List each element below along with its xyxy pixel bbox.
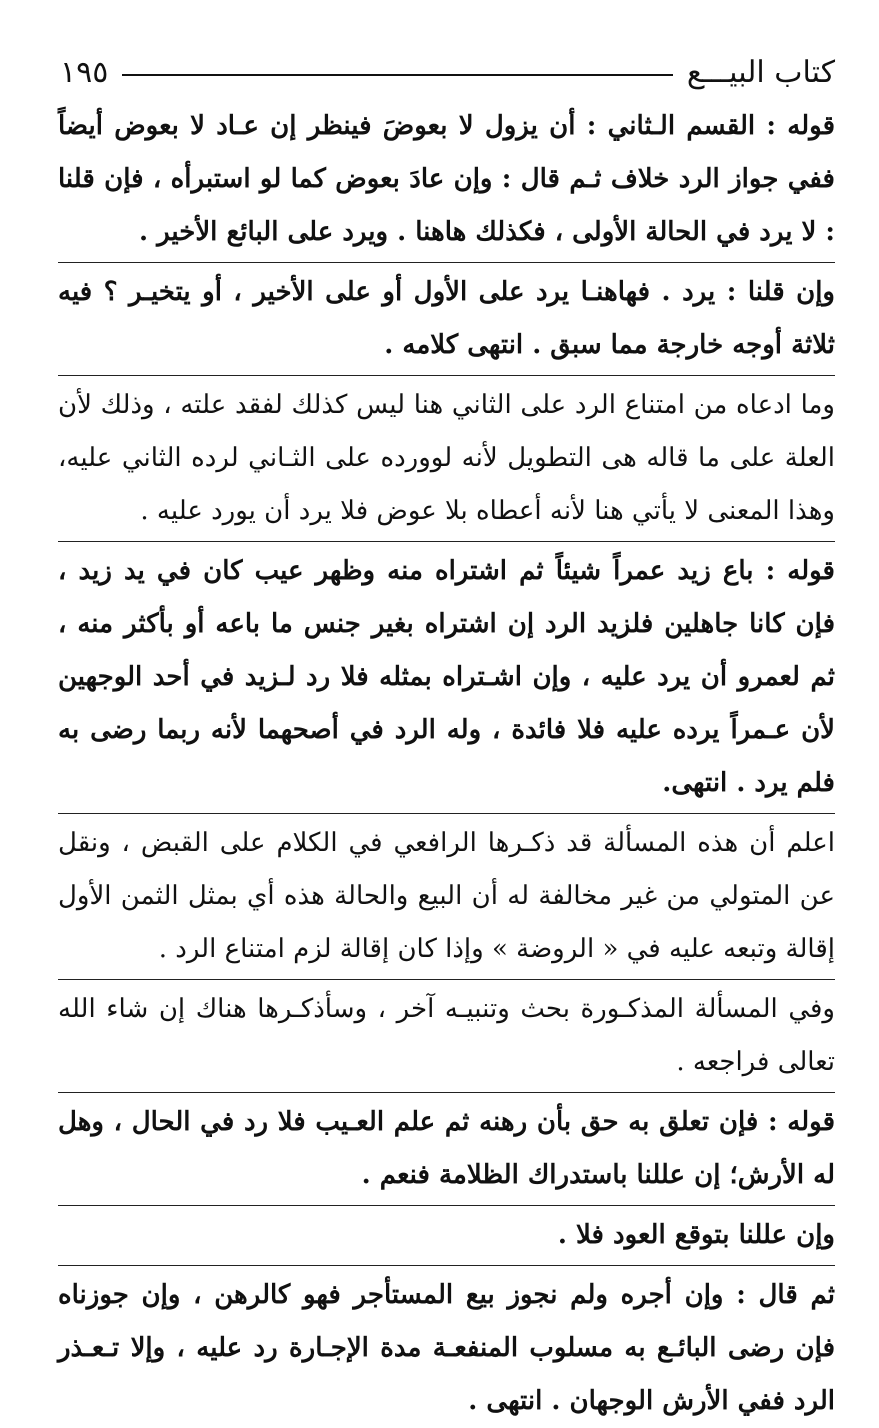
- paragraph-divider: [58, 979, 835, 980]
- book-title: كتاب البيـــع: [686, 54, 835, 90]
- quoted-passage: قوله : القسم الـثاني : أن يزول لا بعوضَ فينظر إن عـاد لا بعوض أيضاً ففي جواز الرد خلاف ثـم قال : وإن عادَ بعوض كما لو استبرأه ، فإن قلنا : لا يرد في الحالة الأولى ، فكذلك هاهنا . ويرد على البائع الأخير .: [58, 111, 835, 247]
- page-header: [60, 52, 835, 92]
- page-number: ١٩٥: [60, 54, 109, 90]
- paragraph-divider: [58, 1265, 835, 1266]
- page-body: [58, 100, 835, 1428]
- quoted-passage: قوله : فإن تعلق به حق بأن رهنه ثم علم العـيب فلا رد في الحال ، وهل له الأرش؛ إن عللنا باستدراك الظلامة فنعم .: [58, 1107, 835, 1190]
- header-rule: [122, 74, 672, 76]
- quoted-passage: ثم قال : وإن أجره ولم نجوز بيع المستأجر فهو كالرهن ، وإن جوزناه فإن رضى البائـع به مسلوب المنفعـة مدة الإجـارة رد عليه ، وإلا تـعـذر الرد ففي الأرش الوجهان . انتهى .: [58, 1280, 835, 1416]
- paragraph-divider: [58, 262, 835, 263]
- commentary-paragraph: وما ادعاه من امتناع الرد على الثاني هنا ليس كذلك لفقد علته ، وذلك لأن العلة على ما قاله هى التطويل لأنه لوورده على الثـاني لرده الثاني عليه، وهذا المعنى لا يأتي هنا لأنه أعطاه بلا عوض فلا يرد أن يورد عليه .: [58, 390, 835, 526]
- paragraph-divider: [58, 1205, 835, 1206]
- paragraph-divider: [58, 813, 835, 814]
- commentary-paragraph: اعلم أن هذه المسألة قد ذكـرها الرافعي في الكلام على القبض ، ونقل عن المتولي من غير مخالفة له أن البيع والحالة هذه أي بمثل الثمن الأول إقالة وتبعه عليه في « الروضة » وإذا كان إقالة لزم امتناع الرد .: [58, 828, 835, 964]
- paragraph-divider: [58, 375, 835, 376]
- paragraph-divider: [58, 541, 835, 542]
- paragraph-divider: [58, 1092, 835, 1093]
- quoted-passage: وإن عللنا بتوقع العود فلا .: [557, 1220, 835, 1250]
- quoted-passage: وإن قلنا : يرد . فهاهنـا يرد على الأول أو على الأخير ، أو يتخيـر ؟ فيه ثلاثة أوجه خارجة مما سبق . انتهى كلامه .: [58, 277, 835, 360]
- quoted-passage: قوله : باع زيد عمراً شيئاً ثم اشتراه منه وظهر عيب كان في يد زيد ، فإن كانا جاهلين فلزيد الرد إن اشتراه بغير جنس ما باعه أو بأكثر منه ، ثم لعمرو أن يرد عليه ، وإن اشـتراه بمثله فلا رد لـزيد في أحد الوجهين لأن عـمراً يرده عليه فلا فائدة ، وله الرد في أصحهما لأنه ربما رضى به فلم يرد . انتهى.: [58, 556, 835, 798]
- commentary-paragraph: وفي المسألة المذكـورة بحث وتنبيـه آخر ، وسأذكـرها هناك إن شاء الله تعالى فراجعه .: [58, 994, 835, 1077]
